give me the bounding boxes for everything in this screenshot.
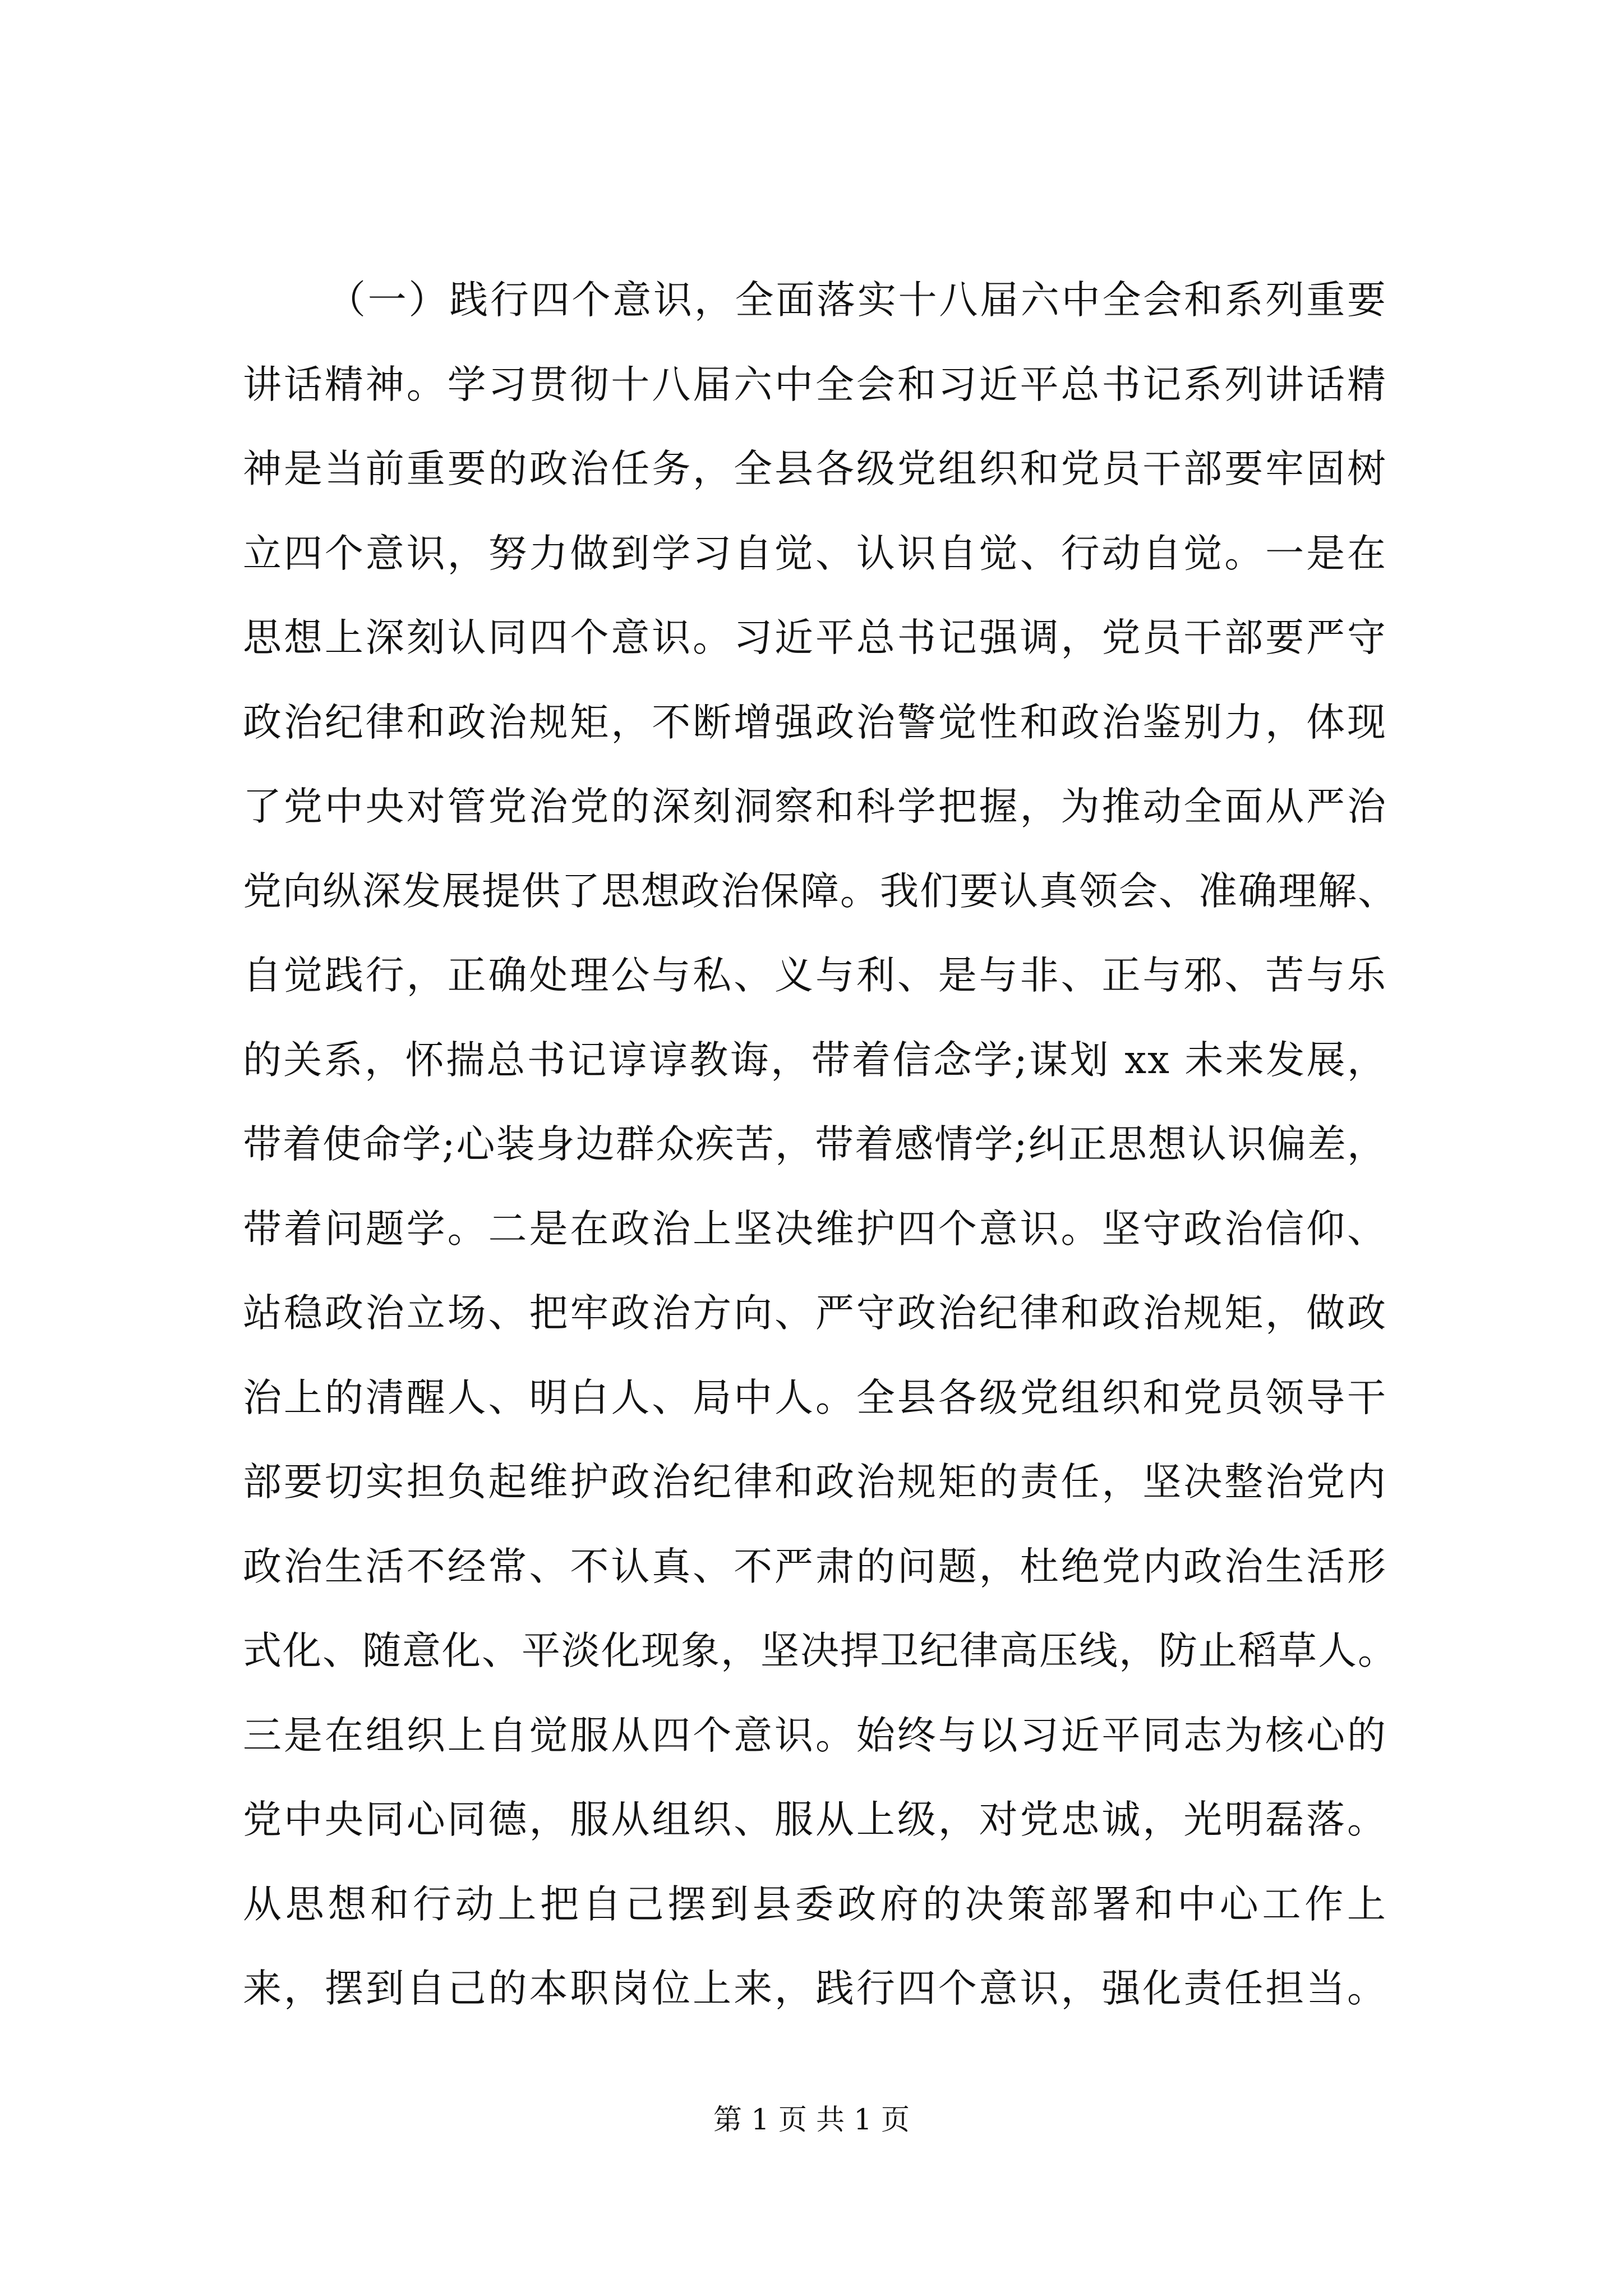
paragraph-line: 党中央同心同德，服从组织、服从上级，对党忠诚，光明磊落。 (243, 1797, 1387, 1842)
paragraph-line: （一）践行四个意识，全面落实十八届六中全会和系列重要 (327, 278, 1387, 323)
paragraph-line: 立四个意识，努力做到学习自觉、认识自觉、行动自觉。一是在 (243, 531, 1387, 576)
paragraph-line: 讲话精神。学习贯彻十八届六中全会和习近平总书记系列讲话精 (243, 362, 1387, 407)
page-number-footer: 第 1 页 共 1 页 (713, 2104, 910, 2137)
paragraph-line: 式化、随意化、平淡化现象，坚决捍卫纪律高压线，防止稻草人。 (243, 1628, 1398, 1673)
paragraph-line: 政治纪律和政治规矩，不断增强政治警觉性和政治鉴别力，体现 (243, 700, 1387, 745)
paragraph-line: 部要切实担负起维护政治纪律和政治规矩的责任，坚决整治党内 (243, 1460, 1387, 1504)
body-paragraph (243, 258, 1398, 2031)
paragraph-line: 治上的清醒人、明白人、局中人。全县各级党组织和党员领导干 (243, 1375, 1387, 1420)
paragraph-line: 政治生活不经常、不认真、不严肃的问题，杜绝党内政治生活形 (243, 1544, 1387, 1589)
paragraph-line: 站稳政治立场、把牢政治方向、严守政治纪律和政治规矩，做政 (243, 1291, 1387, 1336)
paragraph-line: 带着问题学。二是在政治上坚决维护四个意识。坚守政治信仰、 (243, 1206, 1387, 1251)
paragraph-line: 带着使命学;心装身边群众疾苦，带着感情学;纠正思想认识偏差， (243, 1122, 1387, 1167)
paragraph-line: 党向纵深发展提供了思想政治保障。我们要认真领会、准确理解、 (243, 868, 1398, 914)
paragraph-line: 三是在组织上自觉服从四个意识。始终与以习近平同志为核心的 (243, 1713, 1387, 1758)
paragraph-line: 思想上深刻认同四个意识。习近平总书记强调，党员干部要严守 (243, 615, 1387, 660)
paragraph-line: 自觉践行，正确处理公与私、义与利、是与非、正与邪、苦与乐 (243, 953, 1387, 998)
paragraph-line: 神是当前重要的政治任务，全县各级党组织和党员干部要牢固树 (243, 447, 1387, 491)
paragraph-line: 从思想和行动上把自己摆到县委政府的决策部署和中心工作上 (243, 1881, 1387, 1927)
paragraph-line: 的关系，怀揣总书记谆谆教诲，带着信念学;谋划 xx 未来发展， (243, 1037, 1387, 1083)
paragraph-line: 了党中央对管党治党的深刻洞察和科学把握，为推动全面从严治 (243, 784, 1387, 829)
paragraph-line: 来，摆到自己的本职岗位上来，践行四个意识，强化责任担当。 (243, 1966, 1387, 2011)
